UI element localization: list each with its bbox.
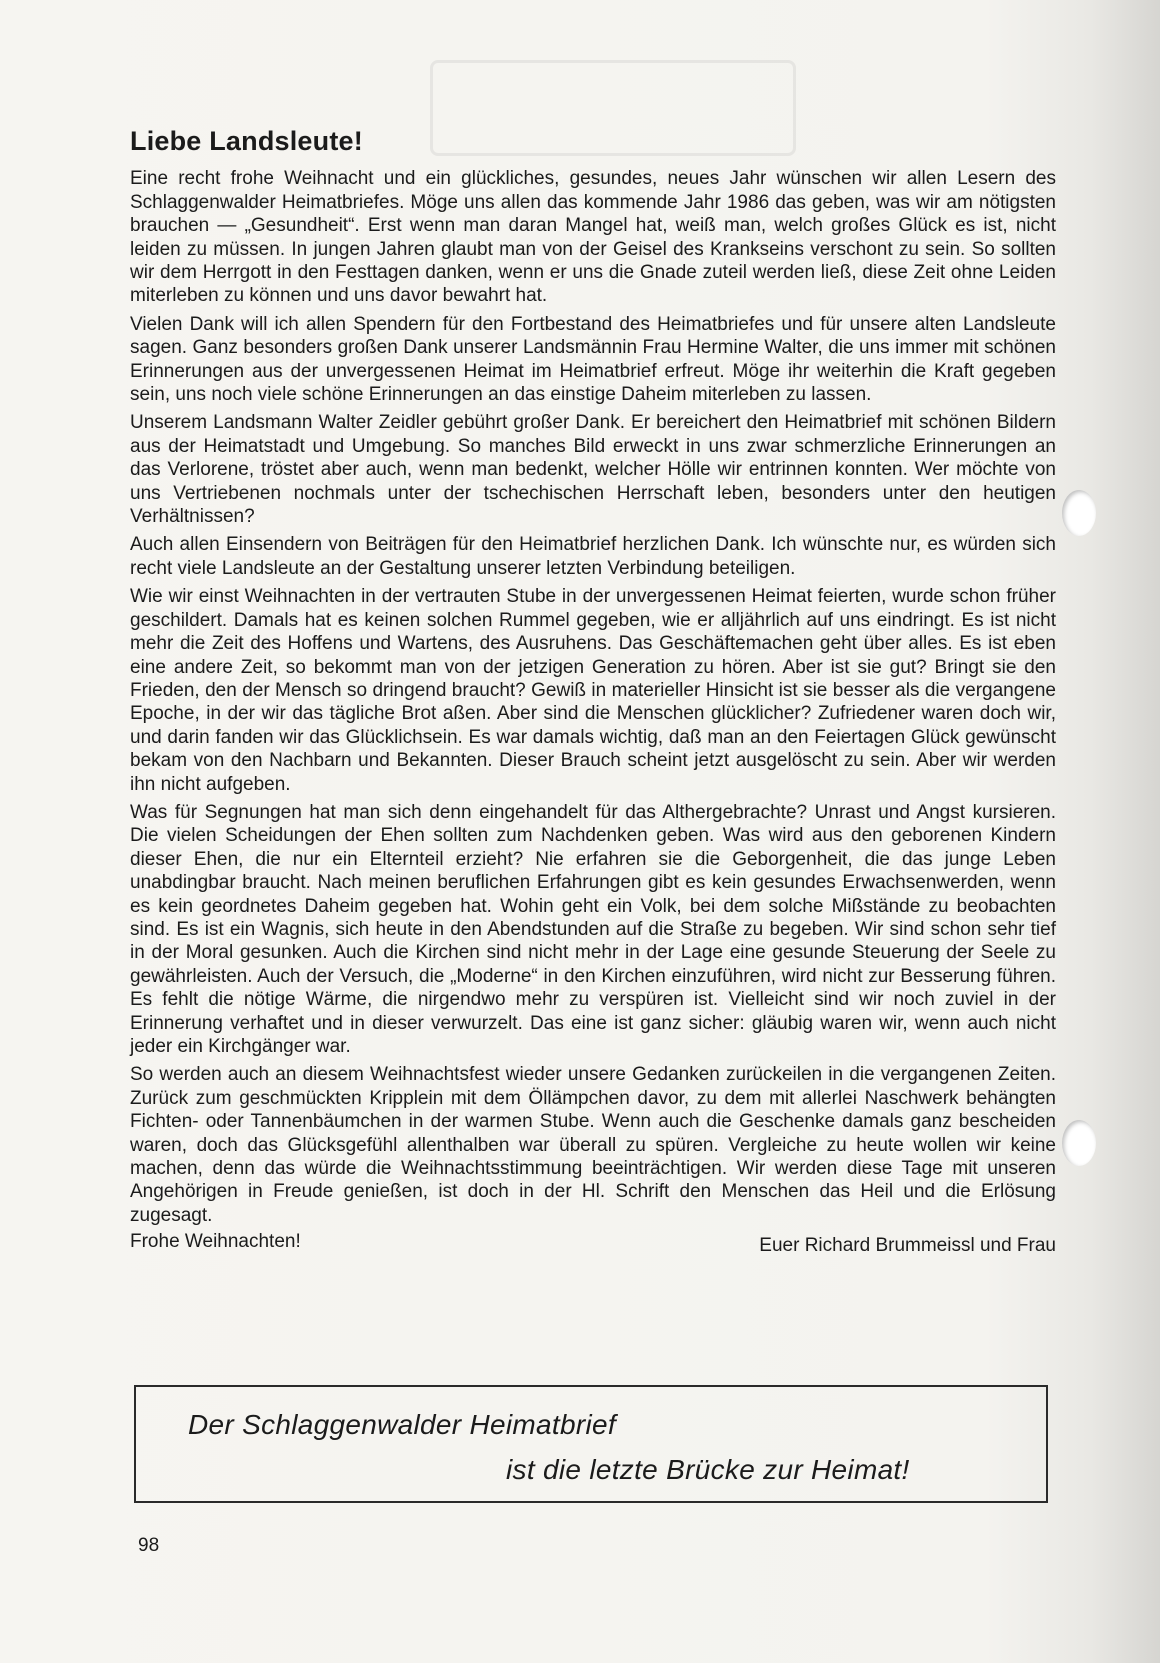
paragraph-6: Was für Segnungen hat man sich denn eingehandelt für das Althergebrachte? Unrast und Angst kursieren. Die vielen Scheidungen der Ehen sollten zum Nachdenken geben. Was wird aus den geborenen Kindern dieser Ehen, die nur ein Elternteil erzieht? Nie erfahren sie die Geborgenheit, die das junge Leben unabdingbar braucht. Nach meinen beruflichen Erfahrungen gibt es kein gesundes Erwachsenwerden, wenn es kein geordnetes Daheim gegeben hat. Wohin geht ein Volk, bei dem solche Mißstände zu beobachten sind. Es ist ein Wagnis, sich heute in den Abendstunden auf die Straße zu begeben. Wir sind schon sehr tief in der Moral gesunken. Auch die Kirchen sind nicht mehr in der Lage eine gesunde Steuerung der Seele zu gewährleisten. Auch der Versuch, die „Moderne“ in den Kirchen einzuführen, wird nicht zur Besserung führen. Es fehlt die nötige Wärme, die nirgendwo mehr zu verspüren ist. Vielleicht sind wir noch zuviel in der Erinnerung verhaftet und in dieser verwurzelt. Das eine ist ganz sicher: gläubig waren wir, wenn auch nicht jeder ein Kirchgänger war. [130,801,1056,1058]
paragraph-3: Unserem Landsmann Walter Zeidler gebührt großer Dank. Er bereichert den Heimatbrief mit schönen Bildern aus der Heimatstadt und Umgebung. So manches Bild erweckt in uns zwar schmerzliche Erinnerungen an das Verlorene, tröstet aber auch, wenn man bedenkt, welcher Hölle wir entrinnen konnten. Wer möchte von uns Vertriebenen nochmals unter der tschechischen Herrschaft leben, besonders unter den heutigen Verhältnissen? [130,412,1056,528]
paragraph-4: Auch allen Einsendern von Beiträgen für den Heimatbrief herzlichen Dank. Ich wünschte nur, es würden sich recht viele Landsleute an der Gestaltung unserer letzten Verbindung beteiligen. [130,534,1056,579]
motto-line-2: ist die letzte Brücke zur Heimat! [506,1454,910,1485]
paragraph-2: Vielen Dank will ich allen Spendern für den Fortbestand des Heimatbriefes und für unsere alten Landsleute sagen. Ganz besonders großen Dank unserer Landsmännin Frau Hermine Walter, die uns immer mit schönen Erinnerungen aus der unvergessenen Heimat im Heimatbrief erfreut. Möge ihr weiterhin die Kraft gegeben sein, uns noch viele schöne Erinnerungen an das einstige Daheim miterleben zu lassen. [130,313,1056,406]
page-number: 98 [138,1535,160,1556]
paragraph-1: Eine recht frohe Weihnacht und ein glückliches, gesundes, neues Jahr wünschen wir allen Lesern des Schlaggenwalder Heimatbriefes. Möge uns allen das kommende Jahr 1986 das geben, was wir am nötigsten brauchen — „Gesundheit“. Erst wenn man daran Mangel hat, weiß man, welch großes Glück es ist, nicht leiden zu müssen. In jungen Jahren glaubt man von der Geisel des Krankseins verschont zu sein. So sollten wir dem Herrgott in den Festtagen danken, wenn er uns die Gnade zuteil werden ließ, diese Zeit ohne Leiden miterleben zu können und uns davor bewahrt hat. [130,168,1056,307]
punch-hole [1062,1120,1096,1166]
paragraph-7: So werden auch an diesem Weihnachtsfest wieder unsere Gedanken zurückeilen in die vergangenen Zeiten. Zurück zum geschmückten Kripplein mit dem Öllämpchen davor, zu dem mit allerlei Naschwerk behängten Fichten- oder Tannenbäumchen in der warmen Stube. Wenn auch die Geschenke damals ganz bescheiden waren, doch das Glücksgefühl allenthalben war überall zu spüren. Vergleiche zu heute wollen wir keine machen, denn das würde die Weihnachtsstimmung beeinträchtigen. Wir werden diese Tage mit unseren Angehörigen in Freude genießen, ist doch in der Hl. Schrift den Menschen das Heil und die Erlösung zugesagt. [130,1064,1056,1226]
article-title: Liebe Landsleute! [130,126,363,156]
closing-greeting: Frohe Weihnachten! [130,1231,301,1253]
paragraph-5: Wie wir einst Weihnachten in der vertrauten Stube in der unvergessenen Heimat feierten, wurde schon früher geschildert. Damals hat es keinen solchen Rummel gegeben, wie er alljährlich auf uns eindringt. Es ist nicht mehr die Zeit des Hoffens und Wartens, des Ausruhens. Das Geschäftemachen geht über alles. Es ist eben eine andere Zeit, so bekommt man von der jetzigen Generation zu hören. Aber ist sie gut? Bringt sie den Frieden, den der Mensch so dringend braucht? Gewiß in materieller Hinsicht ist sie besser als die vergangene Epoche, in der wir das tägliche Brot aßen. Aber sind die Menschen glücklicher? Zufriedener waren doch wir, und darin fanden wir das Glücklichsein. Es war damals wichtig, daß man an den Feiertagen Glück gewünscht bekam von den Nachbarn und Bekannten. Dieser Brauch scheint jetzt ausgelöscht zu sein. Aber wir werden ihn nicht aufgeben. [130,586,1056,795]
signature: Euer Richard Brummeissl und Frau [759,1235,1056,1257]
motto-box [134,1385,1048,1503]
article [130,125,1056,1257]
punch-hole [1062,490,1096,536]
motto-line-1: Der Schlaggenwalder Heimatbrief [188,1409,616,1440]
sign-off [130,1230,1056,1257]
